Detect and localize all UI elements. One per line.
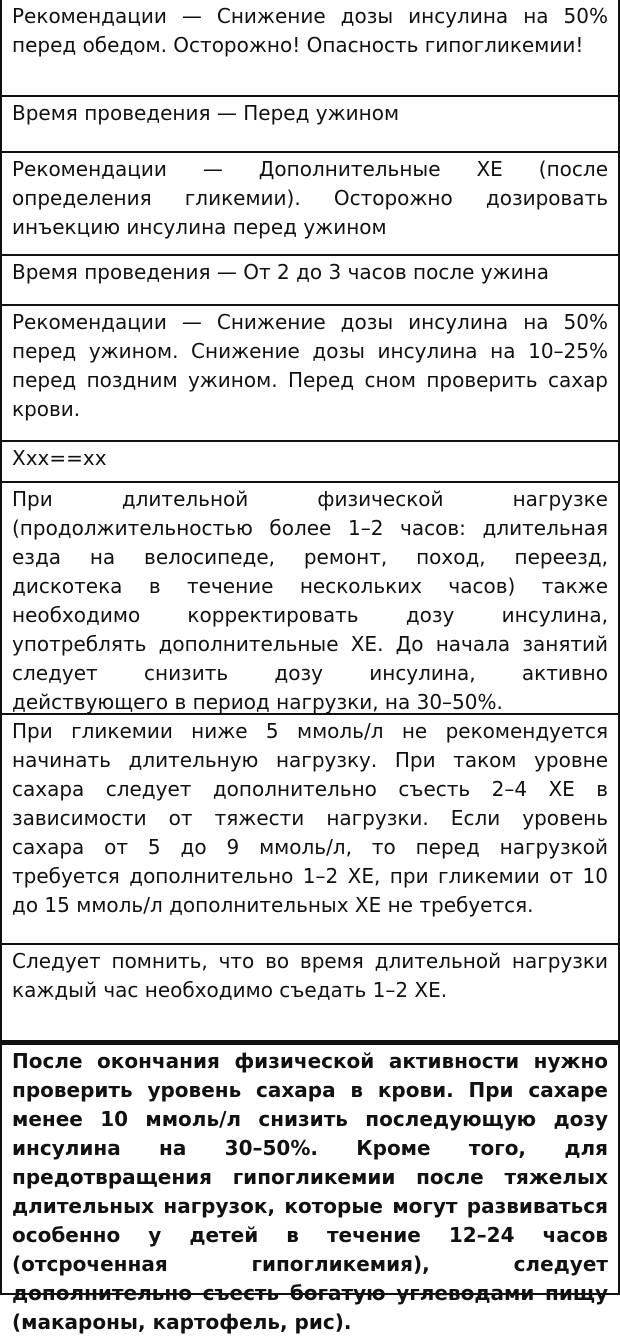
table-row-time-before-dinner: Время проведения — Перед ужином: [0, 97, 620, 153]
paragraph-long-exercise: При длительной физической нагрузке (продолжительностью более 1–2 часов: длительная езда на велосипеде, ремонт, поход, переезд, дискотека в течение нескольких часов) также необходимо корректировать дозу инсулина, употреблять дополнительные ХЕ. До начала занятий следует снизить дозу инсулина, активно действующего в период нагрузки, на 30–50%.: [0, 483, 620, 715]
table-row-recommendation-lunch: Рекомендации — Снижение дозы инсулина на 50% перед обедом. Осторожно! Опасность гипогликемии!: [0, 0, 620, 97]
paragraph-after-activity: После окончания физической активности нужно проверить уровень сахара в крови. При сахаре менее 10 ммоль/л снизить последующую дозу инсулина на 30–50%. Кроме того, для предотвращения гипогликемии после тяжелых длительных нагрузок, которые могут развиваться особенно у детей в течение 12–24 часов (отсроченная гипогликемия), следует дополнительно съесть богатую углеводами пищу (макароны, картофель, рис).: [0, 1042, 620, 1295]
paragraph-glycemia-levels: При гликемии ниже 5 ммоль/л не рекомендуется начинать длительную нагрузку. При таком уровне сахара следует дополнительно съесть 2–4 ХЕ в зависимости от тяжести нагрузки. Если уровень сахара от 5 до 9 ммоль/л, то перед нагрузкой требуется дополнительно 1–2 ХЕ, при гликемии от 10 до 15 ммоль/л дополнительных ХЕ не требуется.: [0, 715, 620, 945]
paragraph-hourly-xe: Следует помнить, что во время длительной нагрузки каждый час необходимо съедать 1–2 ХЕ.: [0, 945, 620, 1042]
table-row-recommendation-dinner: Рекомендации — Снижение дозы инсулина на 50% перед ужином. Снижение дозы инсулина на 10–25% перед поздним ужином. Перед сном проверить сахар крови.: [0, 306, 620, 442]
table-row-separator-text: Ххх==хх: [0, 442, 620, 483]
table-row-time-after-dinner: Время проведения — От 2 до 3 часов после ужина: [0, 256, 620, 306]
table-row-recommendation-extra-xe: Рекомендации — Дополнительные ХЕ (после определения гликемии). Осторожно дозировать инъекцию инсулина перед ужином: [0, 153, 620, 256]
